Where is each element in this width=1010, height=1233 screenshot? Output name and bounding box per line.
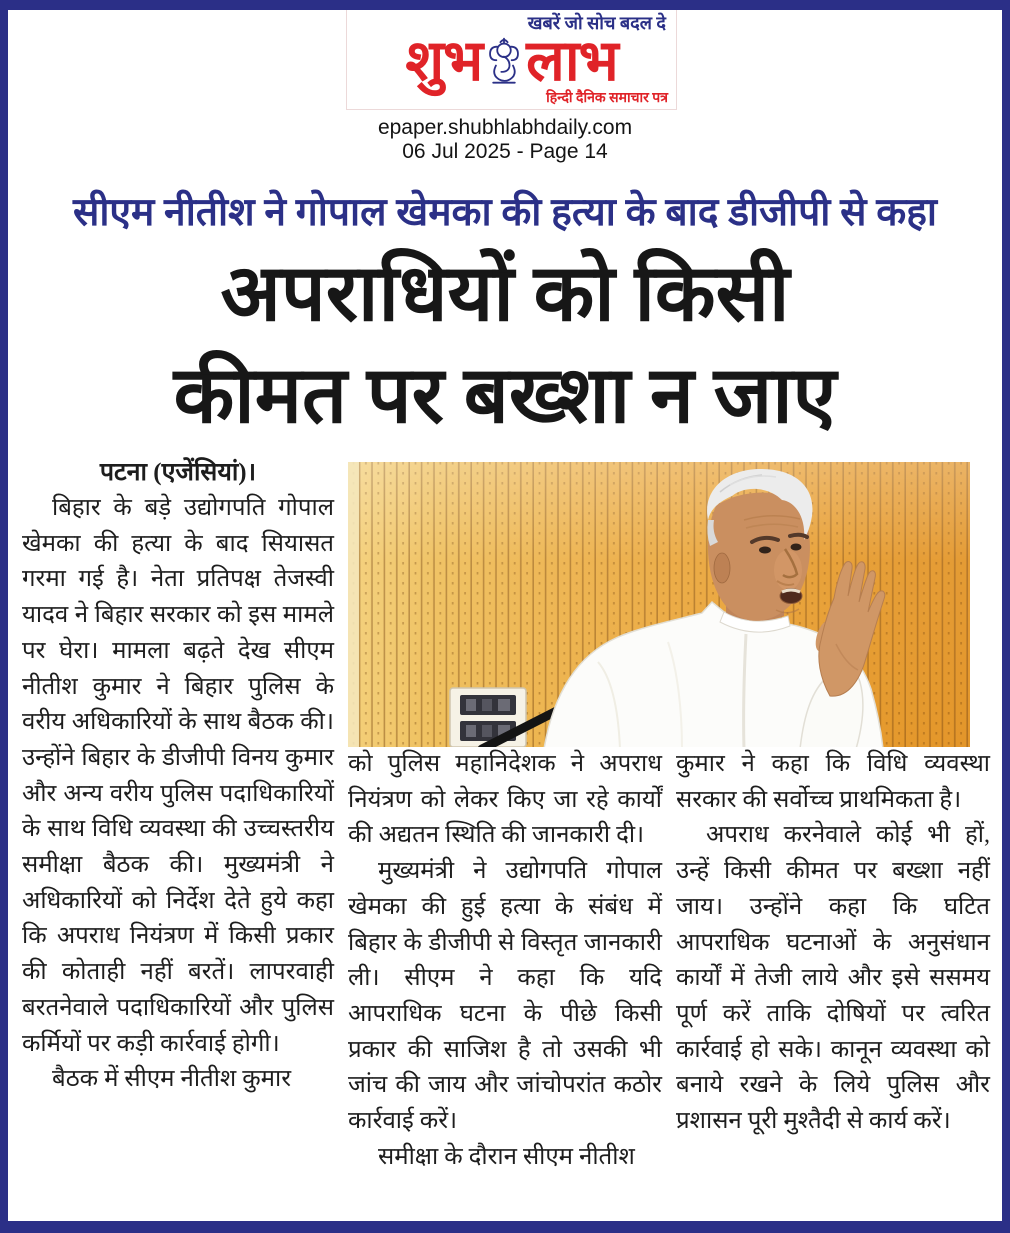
paragraph: कुमार ने कहा कि विधि व्यवस्था सरकार की सर्वोच्च प्राथमिकता है। [676,751,990,813]
column-right [676,747,990,1140]
column-middle [348,747,662,1175]
masthead-website: epaper.shubhlabhdaily.com [377,116,633,139]
paragraph: अपराध करनेवाले कोई भी हों, उन्हें किसी कीमत पर बख्शा नहीं जाय। उन्होंने कहा कि घटित आपराधिक घटनाओं के अनुसंधान कार्यों में तेजी लाये और इसे ससमय पूर्ण करें ताकि दोषियों पर त्वरित कार्रवाई हो सके। कानून व्यवस्था को बनाये रखने के लिये पुलिस और प्रशासन पूरी मुश्तैदी से कार्य करें। [676,822,990,1135]
headline-line1: अपराधियों को किसी [220,251,790,338]
masthead-subtitle: हिन्दी दैनिक समाचार पत्र [546,91,668,106]
ganesha-icon [486,37,522,87]
masthead-title-word1: शुभ [405,30,483,93]
paragraph: बैठक में सीएम नीतीश कुमार [52,1066,292,1093]
paragraph: मुख्यमंत्री ने उद्योगपति गोपाल खेमका की हुई हत्या के संबंध में बिहार के डीजीपी से विस्तृत जानकारी ली। सीएम ने कहा कि यदि आपराधिक घटना के पीछे किसी प्रकार की साजिश है तो उसकी भी जांच की जाय और जांचोपरांत कठोर कार्रवाई करें। [348,858,662,1135]
column-left [22,454,334,1098]
dateline: पटना (एजेंसियां)। [99,459,257,486]
paragraph: को पुलिस महानिदेशक ने अपराध नियंत्रण को लेकर किए जा रहे कार्यों की अद्यतन स्थिति की जानकारी दी। [348,751,662,849]
headline-line2: कीमत पर बख्शा न जाए [173,353,837,440]
masthead-logo [353,30,670,94]
kicker: सीएम नीतीश ने गोपाल खेमका की हत्या के बाद डीजीपी से कहा [72,191,938,234]
article-photo [348,462,970,747]
photo-illustration [348,462,970,747]
masthead-tagline: खबरें जो सोच बदल दे [527,13,666,33]
masthead-edition: 06 Jul 2025 - Page 14 [402,140,608,163]
paragraph: बिहार के बड़े उद्योगपति गोपाल खेमका की हत्या के बाद सियासत गरमा गई है। नेता प्रतिपक्ष तेजस्वी यादव ने बिहार सरकार को इस मामले पर घेरा। मामला बढ़ते देख सीएम नीतीश कुमार ने बिहार पुलिस के वरीय अधिकारियों के साथ बैठक की। उन्होंने बिहार के डीजीपी विनय कुमार और अन्य वरीय पुलिस पदाधिकारियों के साथ विधि व्यवस्था की उच्चस्तरीय समीक्षा बैठक की। मुख्यमंत्री ने अधिकारियों को निर्देश देते हुये कहा कि अपराध नियंत्रण में किसी प्रकार की कोताही नहीं बरतें। लापरवाही बरतनेवाले पदाधिकारियों और पुलिस कर्मियों पर कड़ी कार्रवाई होगी। [22,495,334,1057]
masthead-logo-box [346,9,677,110]
paragraph: समीक्षा के दौरान सीएम नीतीश [378,1143,635,1170]
outlet-panel [450,688,526,747]
headline [15,244,995,448]
masthead-title-word2: लाभ [526,30,618,93]
